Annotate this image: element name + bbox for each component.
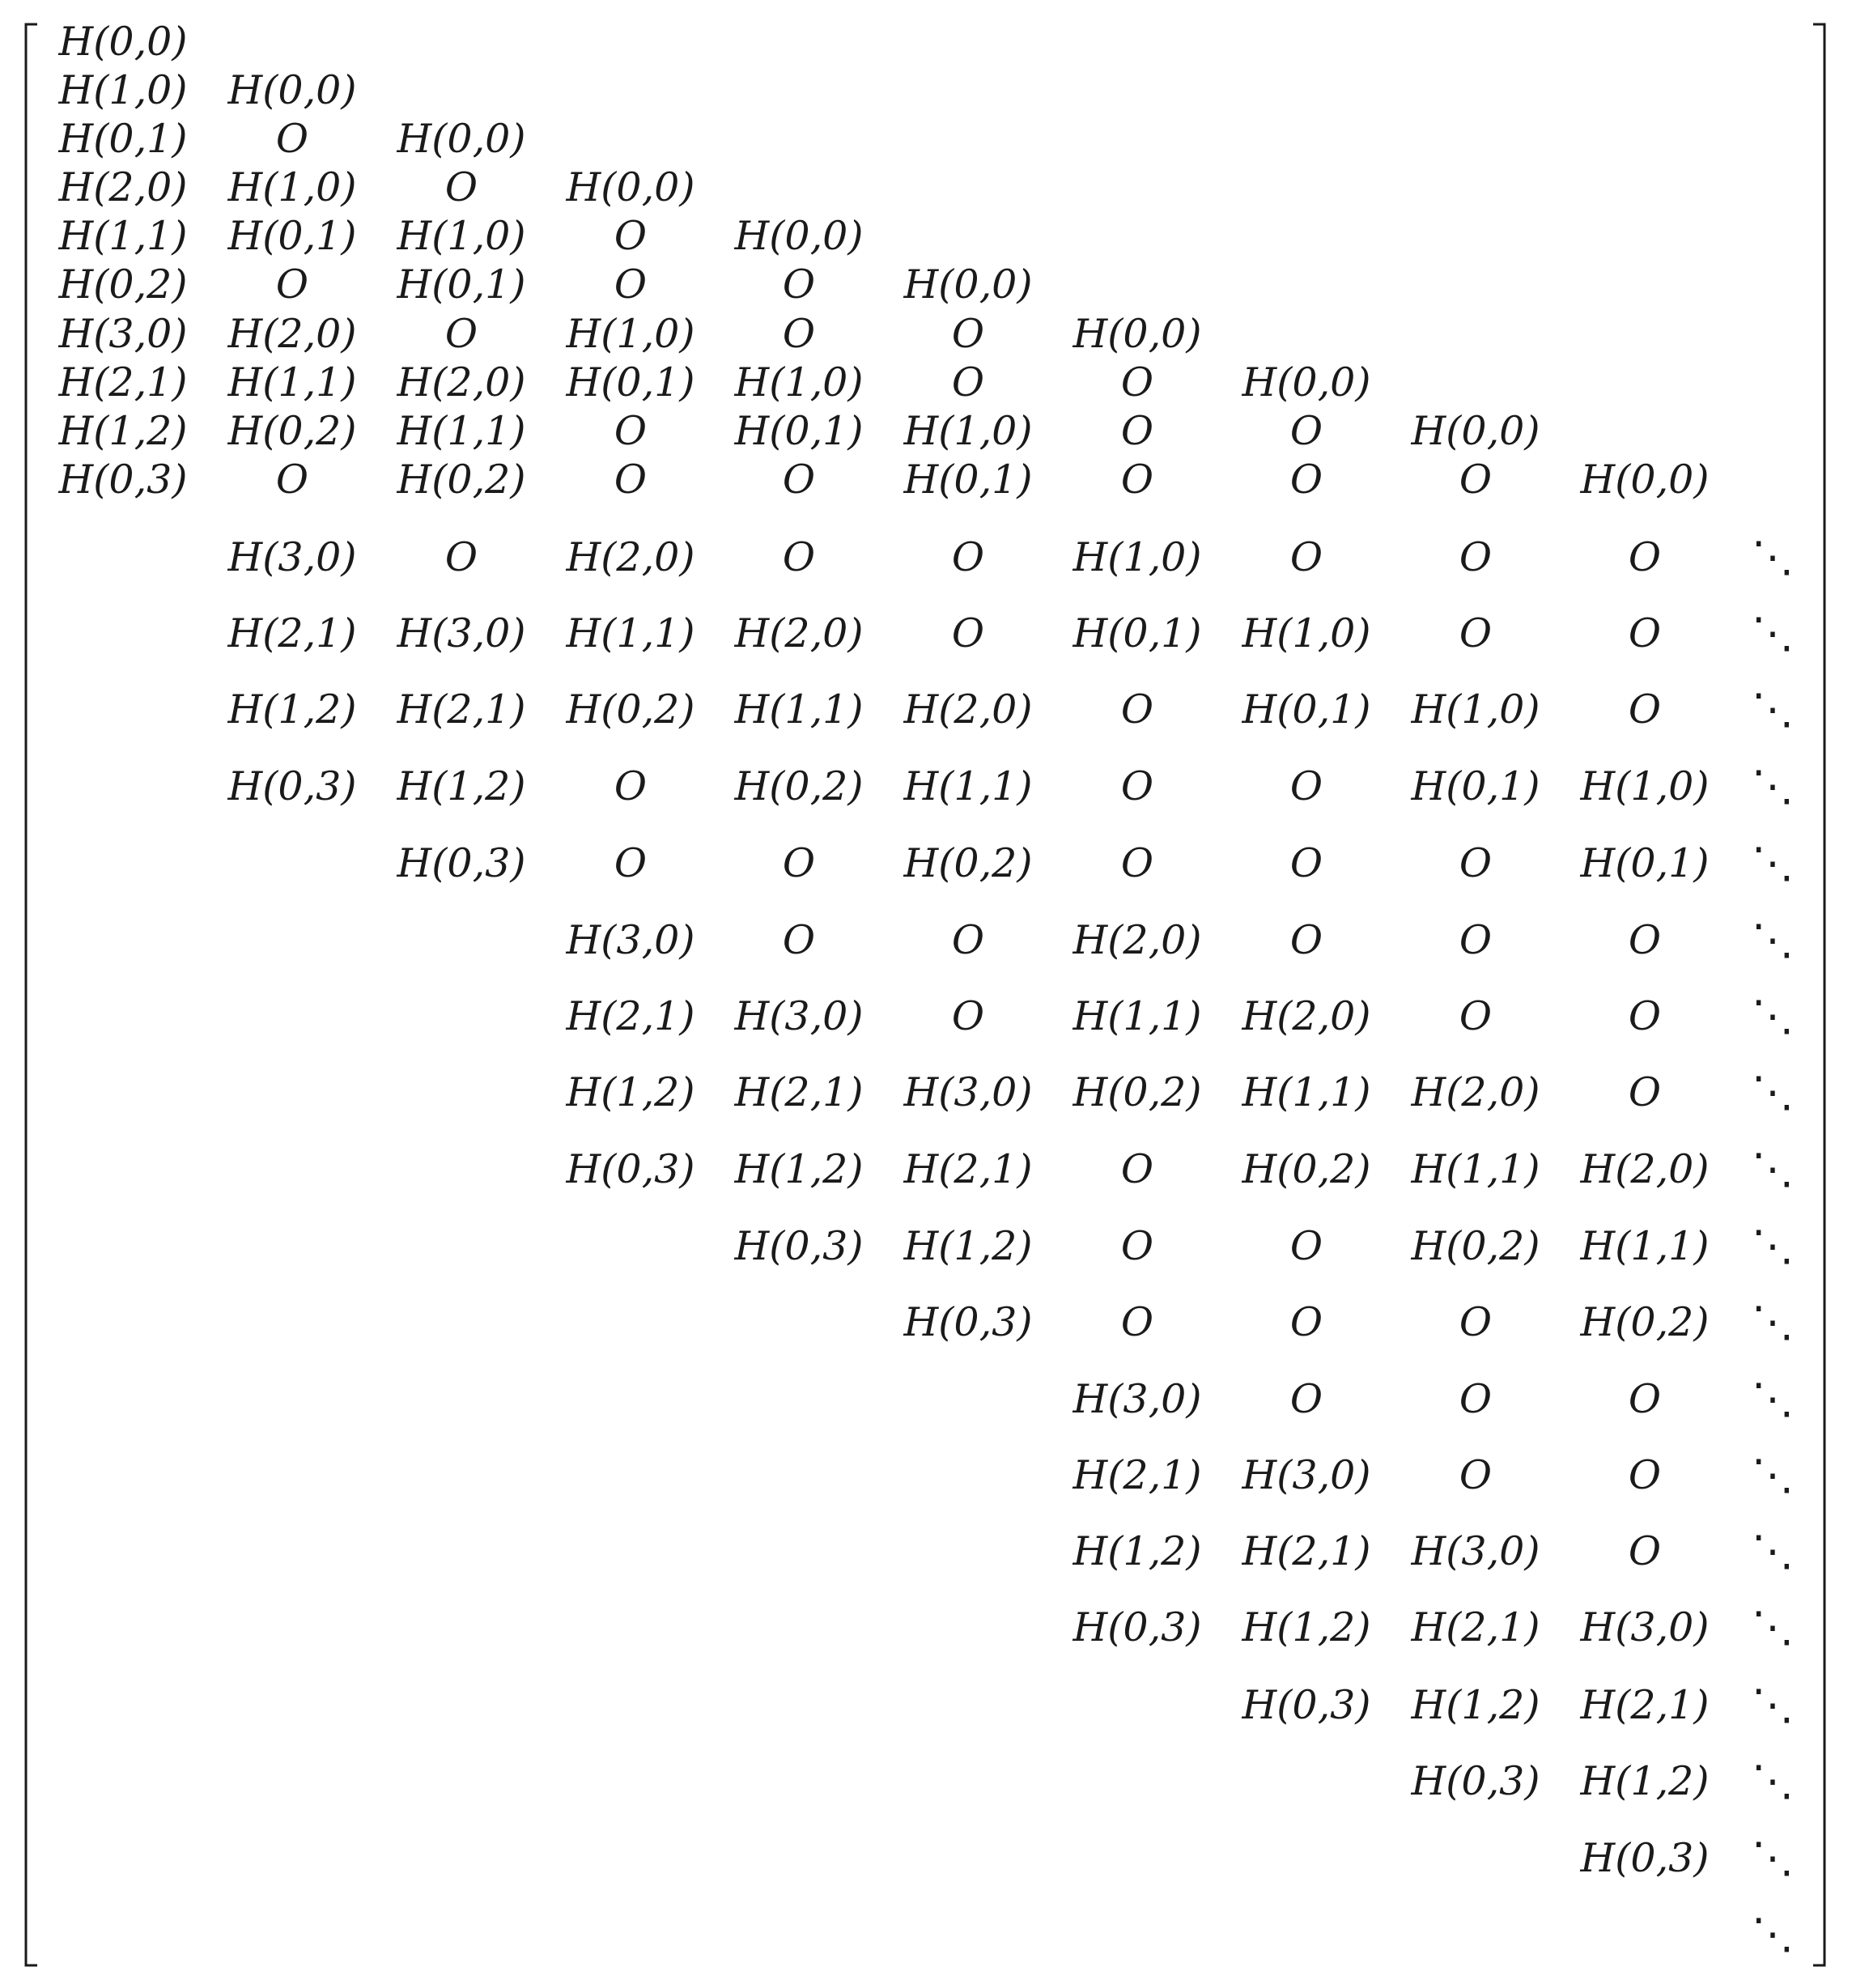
matrix-entry: H(0,0) [1411, 408, 1540, 454]
matrix-entry: H(0,3) [903, 1299, 1033, 1345]
matrix-entry: H(0,3) [1580, 1835, 1710, 1881]
matrix-entry: O [1628, 1452, 1662, 1498]
matrix-entry: H(0,2) [734, 763, 864, 809]
matrix-entry: H(0,2) [1073, 1069, 1202, 1115]
matrix-entry: O [1628, 917, 1662, 963]
matrix-entry: H(1,2) [397, 763, 526, 809]
matrix-entry: O [614, 213, 648, 259]
matrix-entry: O [1628, 686, 1662, 733]
matrix-entry: H(0,2) [1242, 1146, 1371, 1192]
matrix-entry: O [782, 457, 816, 503]
matrix-entry: H(3,0) [397, 610, 526, 656]
diagonal-dots: ⋱ [1752, 1834, 1794, 1883]
matrix-entry: O [1120, 1146, 1154, 1192]
matrix-entry: O [1120, 840, 1154, 886]
matrix-entry: O [1459, 917, 1493, 963]
matrix-entry: H(1,1) [1242, 1069, 1371, 1115]
matrix-entry: H(0,2) [1580, 1299, 1710, 1345]
matrix-entry: O [444, 311, 478, 357]
matrix-entry: H(2,1) [1580, 1682, 1710, 1728]
matrix-entry: O [1289, 408, 1323, 454]
matrix-entry: H(3,0) [734, 993, 864, 1039]
matrix-entry: O [275, 116, 309, 162]
matrix-entry: H(0,3) [1073, 1604, 1202, 1650]
matrix-entry: H(0,1) [1073, 610, 1202, 656]
matrix-entry: H(3,0) [566, 917, 695, 963]
matrix-entry: H(2,1) [903, 1146, 1033, 1192]
matrix-entry: H(3,0) [1580, 1604, 1710, 1650]
matrix-entry: O [1459, 610, 1493, 656]
matrix-entry: H(1,1) [58, 213, 188, 259]
matrix-entry: O [1120, 408, 1154, 454]
matrix-entry: H(2,0) [734, 610, 864, 656]
matrix-entry: H(2,0) [1073, 917, 1202, 963]
matrix-entry: H(1,1) [397, 408, 526, 454]
diagonal-dots: ⋱ [1752, 686, 1794, 734]
diagonal-dots: ⋱ [1752, 916, 1794, 965]
diagonal-dots: ⋱ [1752, 1222, 1794, 1271]
matrix-entry: O [614, 840, 648, 886]
matrix-entry: H(1,2) [1411, 1682, 1540, 1728]
matrix-entry: O [951, 917, 985, 963]
matrix-entry: H(2,0) [1242, 993, 1371, 1039]
matrix-entry: O [1120, 1299, 1154, 1345]
diagonal-dots: ⋱ [1752, 839, 1794, 888]
matrix-entry: H(1,0) [1580, 763, 1710, 809]
matrix-entry: O [951, 610, 985, 656]
matrix-entry: O [782, 261, 816, 308]
matrix-entry: H(1,1) [1073, 993, 1202, 1039]
matrix-entry: H(1,1) [734, 686, 864, 733]
matrix-entry: H(0,0) [903, 261, 1033, 308]
diagonal-dots: ⋱ [1752, 1910, 1794, 1959]
matrix-entry: O [1289, 840, 1323, 886]
matrix-entry: O [275, 457, 309, 503]
matrix-entry: H(0,0) [566, 164, 695, 210]
diagonal-dots: ⋱ [1752, 1451, 1794, 1500]
matrix-entry: O [782, 840, 816, 886]
matrix-entry: O [1120, 359, 1154, 406]
matrix-entry: H(1,0) [1242, 610, 1371, 656]
matrix-entry: O [951, 359, 985, 406]
matrix-entry: H(0,3) [1242, 1682, 1371, 1728]
diagonal-dots: ⋱ [1752, 762, 1794, 811]
matrix-entry: H(0,1) [227, 213, 357, 259]
matrix-entry: O [782, 917, 816, 963]
matrix-entry: O [614, 261, 648, 308]
matrix-entry: H(0,1) [566, 359, 695, 406]
matrix-entry: O [1120, 457, 1154, 503]
matrix-entry: H(1,1) [1411, 1146, 1540, 1192]
matrix-entry: H(2,0) [227, 311, 357, 357]
matrix-entry: H(0,0) [227, 67, 357, 113]
matrix-entry: H(3,0) [1242, 1452, 1371, 1498]
matrix-entry: O [951, 993, 985, 1039]
matrix-entry: H(1,0) [397, 213, 526, 259]
matrix-entry: H(0,2) [58, 261, 188, 308]
matrix-entry: O [1120, 686, 1154, 733]
matrix-entry: H(0,3) [227, 763, 357, 809]
matrix-entry: O [275, 261, 309, 308]
matrix-entry: O [444, 534, 478, 580]
matrix-entry: H(0,0) [58, 19, 188, 65]
matrix-entry: H(1,0) [734, 359, 864, 406]
left-bracket [26, 24, 37, 1965]
matrix-entry: H(0,3) [397, 840, 526, 886]
matrix-entry: H(0,1) [1580, 840, 1710, 886]
matrix-entry: O [1289, 1223, 1323, 1269]
matrix-entry: H(2,1) [1411, 1604, 1540, 1650]
matrix-entry: H(1,0) [58, 67, 188, 113]
matrix-entry: H(1,2) [1242, 1604, 1371, 1650]
matrix-entry: H(3,0) [58, 311, 188, 357]
matrix-entry: H(0,1) [1411, 763, 1540, 809]
diagonal-dots: ⋱ [1752, 533, 1794, 582]
matrix-entry: H(1,2) [1073, 1528, 1202, 1574]
matrix-entry: H(1,2) [566, 1069, 695, 1115]
matrix-entry: H(0,2) [903, 840, 1033, 886]
matrix-entry: H(2,0) [58, 164, 188, 210]
matrix-entry: H(0,1) [903, 457, 1033, 503]
matrix-entry: H(2,1) [397, 686, 526, 733]
matrix-entry: H(1,2) [903, 1223, 1033, 1269]
matrix-entry: H(1,2) [227, 686, 357, 733]
matrix-entry: O [951, 311, 985, 357]
matrix-entry: H(1,2) [58, 408, 188, 454]
matrix-entry: H(2,0) [903, 686, 1033, 733]
matrix-entry: O [1628, 993, 1662, 1039]
matrix-entry: O [1628, 1376, 1662, 1422]
matrix-entry: H(0,1) [1242, 686, 1371, 733]
matrix-entry: H(2,0) [1411, 1069, 1540, 1115]
matrix-entry: O [1459, 1376, 1493, 1422]
matrix-entry: H(0,2) [397, 457, 526, 503]
matrix-entry: O [951, 534, 985, 580]
matrix-entry: H(1,0) [1073, 534, 1202, 580]
diagonal-dots: ⋱ [1752, 1145, 1794, 1194]
matrix-entry: O [1289, 917, 1323, 963]
matrix-entry: O [1289, 1299, 1323, 1345]
matrix-entry: O [1289, 457, 1323, 503]
diagonal-dots: ⋱ [1752, 1298, 1794, 1347]
matrix-entry: H(0,3) [734, 1223, 864, 1269]
matrix-entry: O [1120, 763, 1154, 809]
matrix-entry: H(0,1) [58, 116, 188, 162]
right-bracket [1813, 24, 1824, 1965]
matrix-entry: H(0,1) [397, 261, 526, 308]
matrix-entry: O [1628, 610, 1662, 656]
matrix-entry: H(0,0) [397, 116, 526, 162]
matrix-entry: H(0,2) [227, 408, 357, 454]
matrix-entry: H(1,0) [1411, 686, 1540, 733]
matrix-entry: H(2,0) [397, 359, 526, 406]
matrix-entry: O [1120, 1223, 1154, 1269]
diagonal-dots: ⋱ [1752, 1527, 1794, 1576]
matrix-entry: H(0,0) [1580, 457, 1710, 503]
matrix-entry: H(1,0) [566, 311, 695, 357]
diagonal-dots: ⋱ [1752, 992, 1794, 1041]
matrix-entry: O [1628, 534, 1662, 580]
diagonal-dots: ⋱ [1752, 1375, 1794, 1424]
matrix-entry: H(1,1) [1580, 1223, 1710, 1269]
matrix-entry: O [614, 408, 648, 454]
matrix-entry: H(1,2) [1580, 1758, 1710, 1804]
matrix-entry: O [1459, 534, 1493, 580]
matrix-entry: O [1459, 1452, 1493, 1498]
matrix-entry: H(2,1) [1242, 1528, 1371, 1574]
matrix-entry: O [782, 534, 816, 580]
matrix-entry: H(1,1) [903, 763, 1033, 809]
matrix-entry: O [444, 164, 478, 210]
matrix-entry: O [1289, 534, 1323, 580]
diagonal-dots: ⋱ [1752, 1068, 1794, 1117]
matrix-entry: O [1459, 993, 1493, 1039]
matrix-entry: H(3,0) [227, 534, 357, 580]
matrix-entry: H(3,0) [1411, 1528, 1540, 1574]
matrix-entry: H(2,0) [1580, 1146, 1710, 1192]
matrix-entry: H(0,0) [734, 213, 864, 259]
matrix-entry: H(0,2) [1411, 1223, 1540, 1269]
matrix-entry: H(0,3) [566, 1146, 695, 1192]
matrix-entry: H(2,1) [58, 359, 188, 406]
matrix-entry: O [1459, 1299, 1493, 1345]
matrix-entry: O [1289, 763, 1323, 809]
matrix-entry: H(3,0) [1073, 1376, 1202, 1422]
matrix-entry: H(1,0) [227, 164, 357, 210]
diagonal-dots: ⋱ [1752, 1757, 1794, 1806]
matrix-entry: H(2,1) [566, 993, 695, 1039]
matrix-entry: H(0,2) [566, 686, 695, 733]
matrix-entry: H(0,1) [734, 408, 864, 454]
matrix-entry: H(0,0) [1073, 311, 1202, 357]
matrix-entry: H(1,0) [903, 408, 1033, 454]
diagonal-dots: ⋱ [1752, 1604, 1794, 1652]
matrix-entry: O [1628, 1069, 1662, 1115]
matrix-entry: H(0,3) [58, 457, 188, 503]
diagonal-dots: ⋱ [1752, 1681, 1794, 1730]
matrix-entry: O [782, 311, 816, 357]
matrix-entry: H(2,1) [734, 1069, 864, 1115]
diagonal-dots: ⋱ [1752, 610, 1794, 658]
matrix-entry: H(2,1) [1073, 1452, 1202, 1498]
matrix-entry: O [614, 763, 648, 809]
matrix-entry: H(1,2) [734, 1146, 864, 1192]
matrix-entry: O [1628, 1528, 1662, 1574]
matrix-entry: H(1,1) [227, 359, 357, 406]
matrix-entry: H(1,1) [566, 610, 695, 656]
matrix-entry: H(3,0) [903, 1069, 1033, 1115]
matrix-entry: H(2,1) [227, 610, 357, 656]
matrix-entry: H(2,0) [566, 534, 695, 580]
matrix-entry: O [1459, 457, 1493, 503]
matrix-entry: O [1289, 1376, 1323, 1422]
matrix-entry: H(0,3) [1411, 1758, 1540, 1804]
matrix-entry: H(0,0) [1242, 359, 1371, 406]
matrix-entry: O [1459, 840, 1493, 886]
matrix-entry: O [614, 457, 648, 503]
